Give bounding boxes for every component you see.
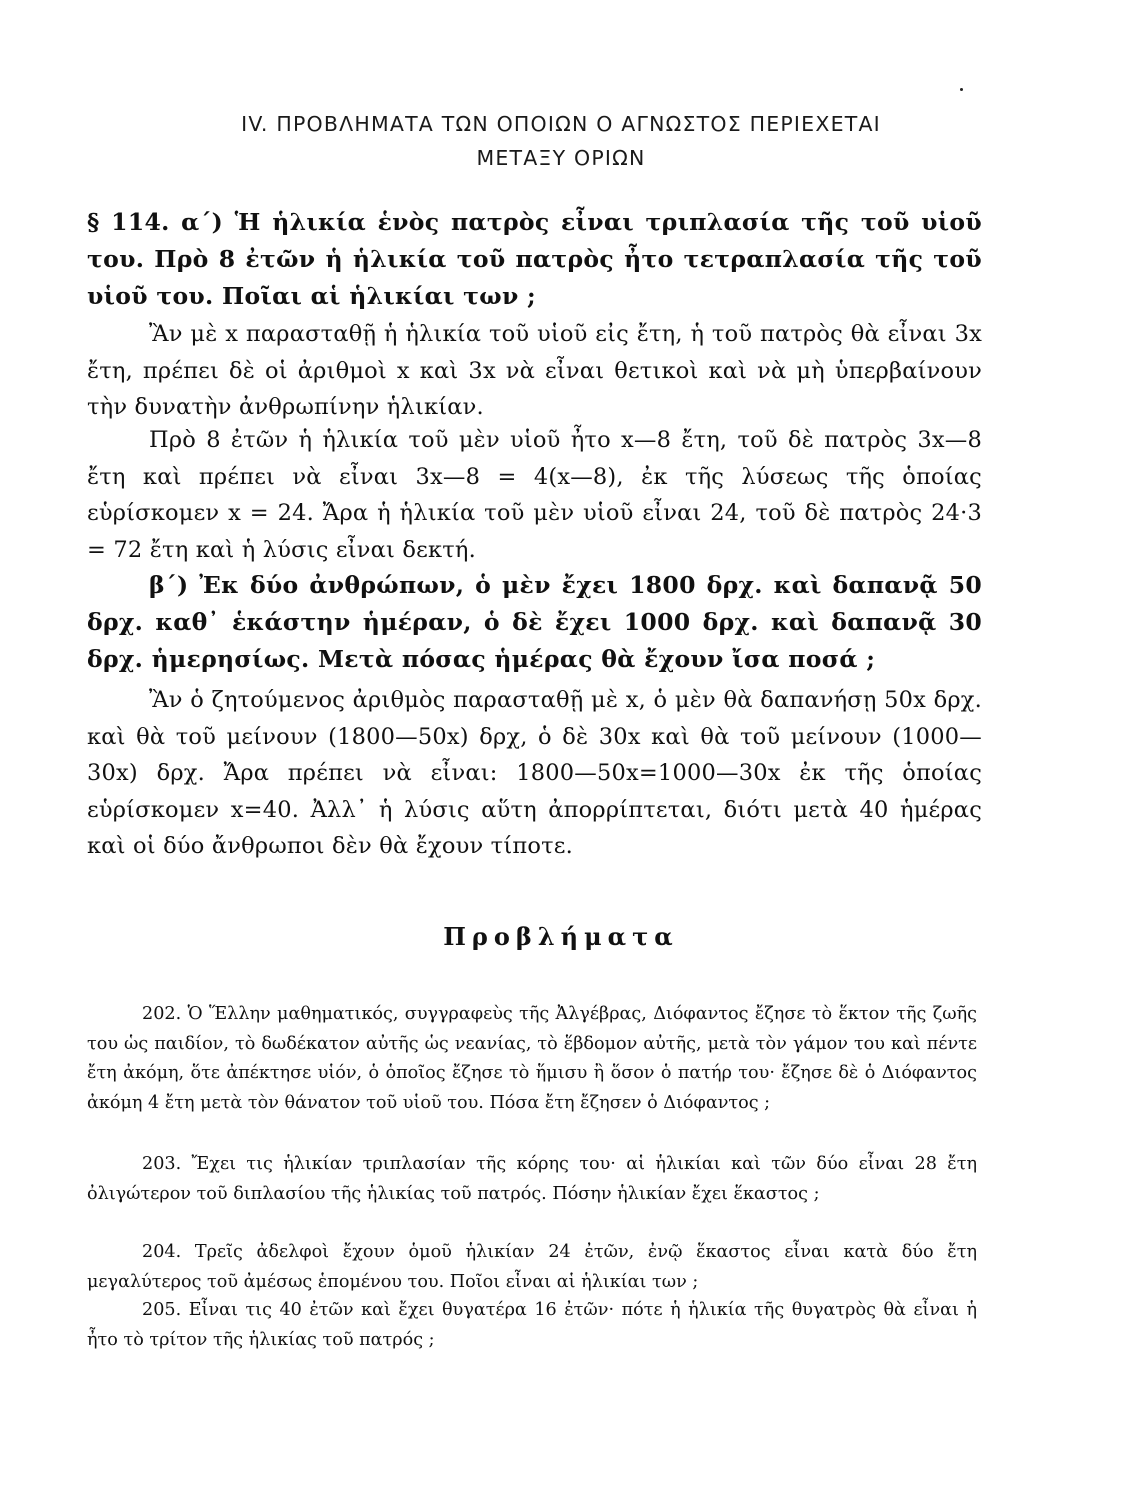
page-mark [960,88,963,91]
problems-title: Προβλήματα [443,922,679,951]
problem-202: 202. Ὁ Ἕλλην μαθηματικός, συγγραφεὺς τῆς Ἀλγέβρας, Διόφαντος ἔζησε τὸ ἕκτον τῆς ζωῆς του ὡς παιδίον, τὸ δωδέκατον αὐτῆς ὡς νεανίας, τὸ ἕβδομον αὐτῆς, μετὰ τὸν γάμον του καὶ πέντε ἔτη ἀκόμη, ὅτε ἀπέκτησε υἱόν, ὁ ὁποῖος ἔζησε τὸ ἥμισυ ἢ ὅσον ὁ πατήρ του· ἔζησε δὲ ὁ Διόφαντος ἀκόμη 4 ἔτη μετὰ τὸν θάνατον τοῦ υἱοῦ του. Πόσα ἔτη ἔζησεν ὁ Διόφαντος ; [87,1004,977,1113]
example-a-question: § 114. α΄) Ἡ ἡλικία ἑνὸς πατρὸς εἶναι τριπλασία τῆς τοῦ υἱοῦ του. Πρὸ 8 ἐτῶν ἡ ἡλικία τοῦ πατρὸς ἦτο τετραπλασία τῆς τοῦ υἱοῦ του. Ποῖαι αἱ ἡλικίαι των ; [87,208,982,310]
problem-203: 203. Ἔχει τις ἡλικίαν τριπλασίαν τῆς κόρης του· αἱ ἡλικίαι καὶ τῶν δύο εἶναι 28 ἔτη ὀλιγώτερον τοῦ διπλασίου τῆς ἡλικίας τοῦ πατρός. Πόσην ἡλικίαν ἔχει ἕκαστος ; [87,1154,977,1204]
problem-205: 205. Εἶναι τις 40 ἐτῶν καὶ ἔχει θυγατέρα 16 ἐτῶν· πότε ἡ ἡλικία τῆς θυγατρὸς θὰ εἶναι ἡ ἦτο τὸ τρίτον τῆς ἡλικίας τοῦ πατρός ; [87,1300,977,1350]
chapter-heading-line2: ΜΕΤΑΞΥ ΟΡΙΩΝ [476,146,646,170]
example-b-question: β΄) Ἐκ δύο ἀνθρώπων, ὁ μὲν ἔχει 1800 δρχ. καὶ δαπανᾷ 50 δρχ. καθ᾽ ἑκάστην ἡμέραν, ὁ δὲ ἔχει 1000 δρχ. καὶ δαπανᾷ 30 δρχ. ἡμερησίως. Μετὰ πόσας ἡμέρας θὰ ἔχουν ἴσα ποσά ; [87,571,982,673]
chapter-heading: IV. ΠΡΟΒΛΗΜΑΤΑ ΤΩΝ ΟΠΟΙΩΝ Ο ΑΓΝΩΣΤΟΣ ΠΕΡΙΕΧΕΤΑΙ [241,112,881,136]
example-a-answer-1: Ἂν μὲ x παρασταθῇ ἡ ἡλικία τοῦ υἱοῦ εἰς ἔτη, ἡ τοῦ πατρὸς θὰ εἶναι 3x ἔτη, πρέπει δὲ οἱ ἀριθμοὶ x καὶ 3x νὰ εἶναι θετικοὶ καὶ νὰ μὴ ὑπερβαίνουν τὴν δυνατὴν ἀνθρωπίνην ἡλικίαν. [87,321,982,420]
example-b-answer: Ἂν ὁ ζητούμενος ἀριθμὸς παρασταθῇ μὲ x, ὁ μὲν θὰ δαπανήσῃ 50x δρχ. καὶ θὰ τοῦ μείνουν (1800—50x) δρχ, ὁ δὲ 30x καὶ θὰ τοῦ μείνουν (1000—30x) δρχ. Ἄρα πρέπει νὰ εἶναι: 1800—50x=1000—30x ἐκ τῆς ὁποίας εὑρίσκομεν x=40. Ἀλλ᾽ ἡ λύσις αὕτη ἀπορρίπτεται, διότι μετὰ 40 ἡμέρας καὶ οἱ δύο ἄνθρωποι δὲν θὰ ἔχουν τίποτε. [87,687,982,859]
example-a-answer-2: Πρὸ 8 ἐτῶν ἡ ἡλικία τοῦ μὲν υἱοῦ ἦτο x—8 ἔτη, τοῦ δὲ πατρὸς 3x—8 ἔτη καὶ πρέπει νὰ εἶναι 3x—8 = 4(x—8), ἐκ τῆς λύσεως τῆς ὁποίας εὑρίσκομεν x = 24. Ἄρα ἡ ἡλικία τοῦ μὲν υἱοῦ εἶναι 24, τοῦ δὲ πατρὸς 24·3 = 72 ἔτη καὶ ἡ λύσις εἶναι δεκτή. [87,427,982,563]
problem-204: 204. Τρεῖς ἀδελφοὶ ἔχουν ὁμοῦ ἡλικίαν 24 ἐτῶν, ἐνῷ ἕκαστος εἶναι κατὰ δύο ἔτη μεγαλύτερος τοῦ ἀμέσως ἑπομένου του. Ποῖοι εἶναι αἱ ἡλικίαι των ; [87,1242,977,1292]
